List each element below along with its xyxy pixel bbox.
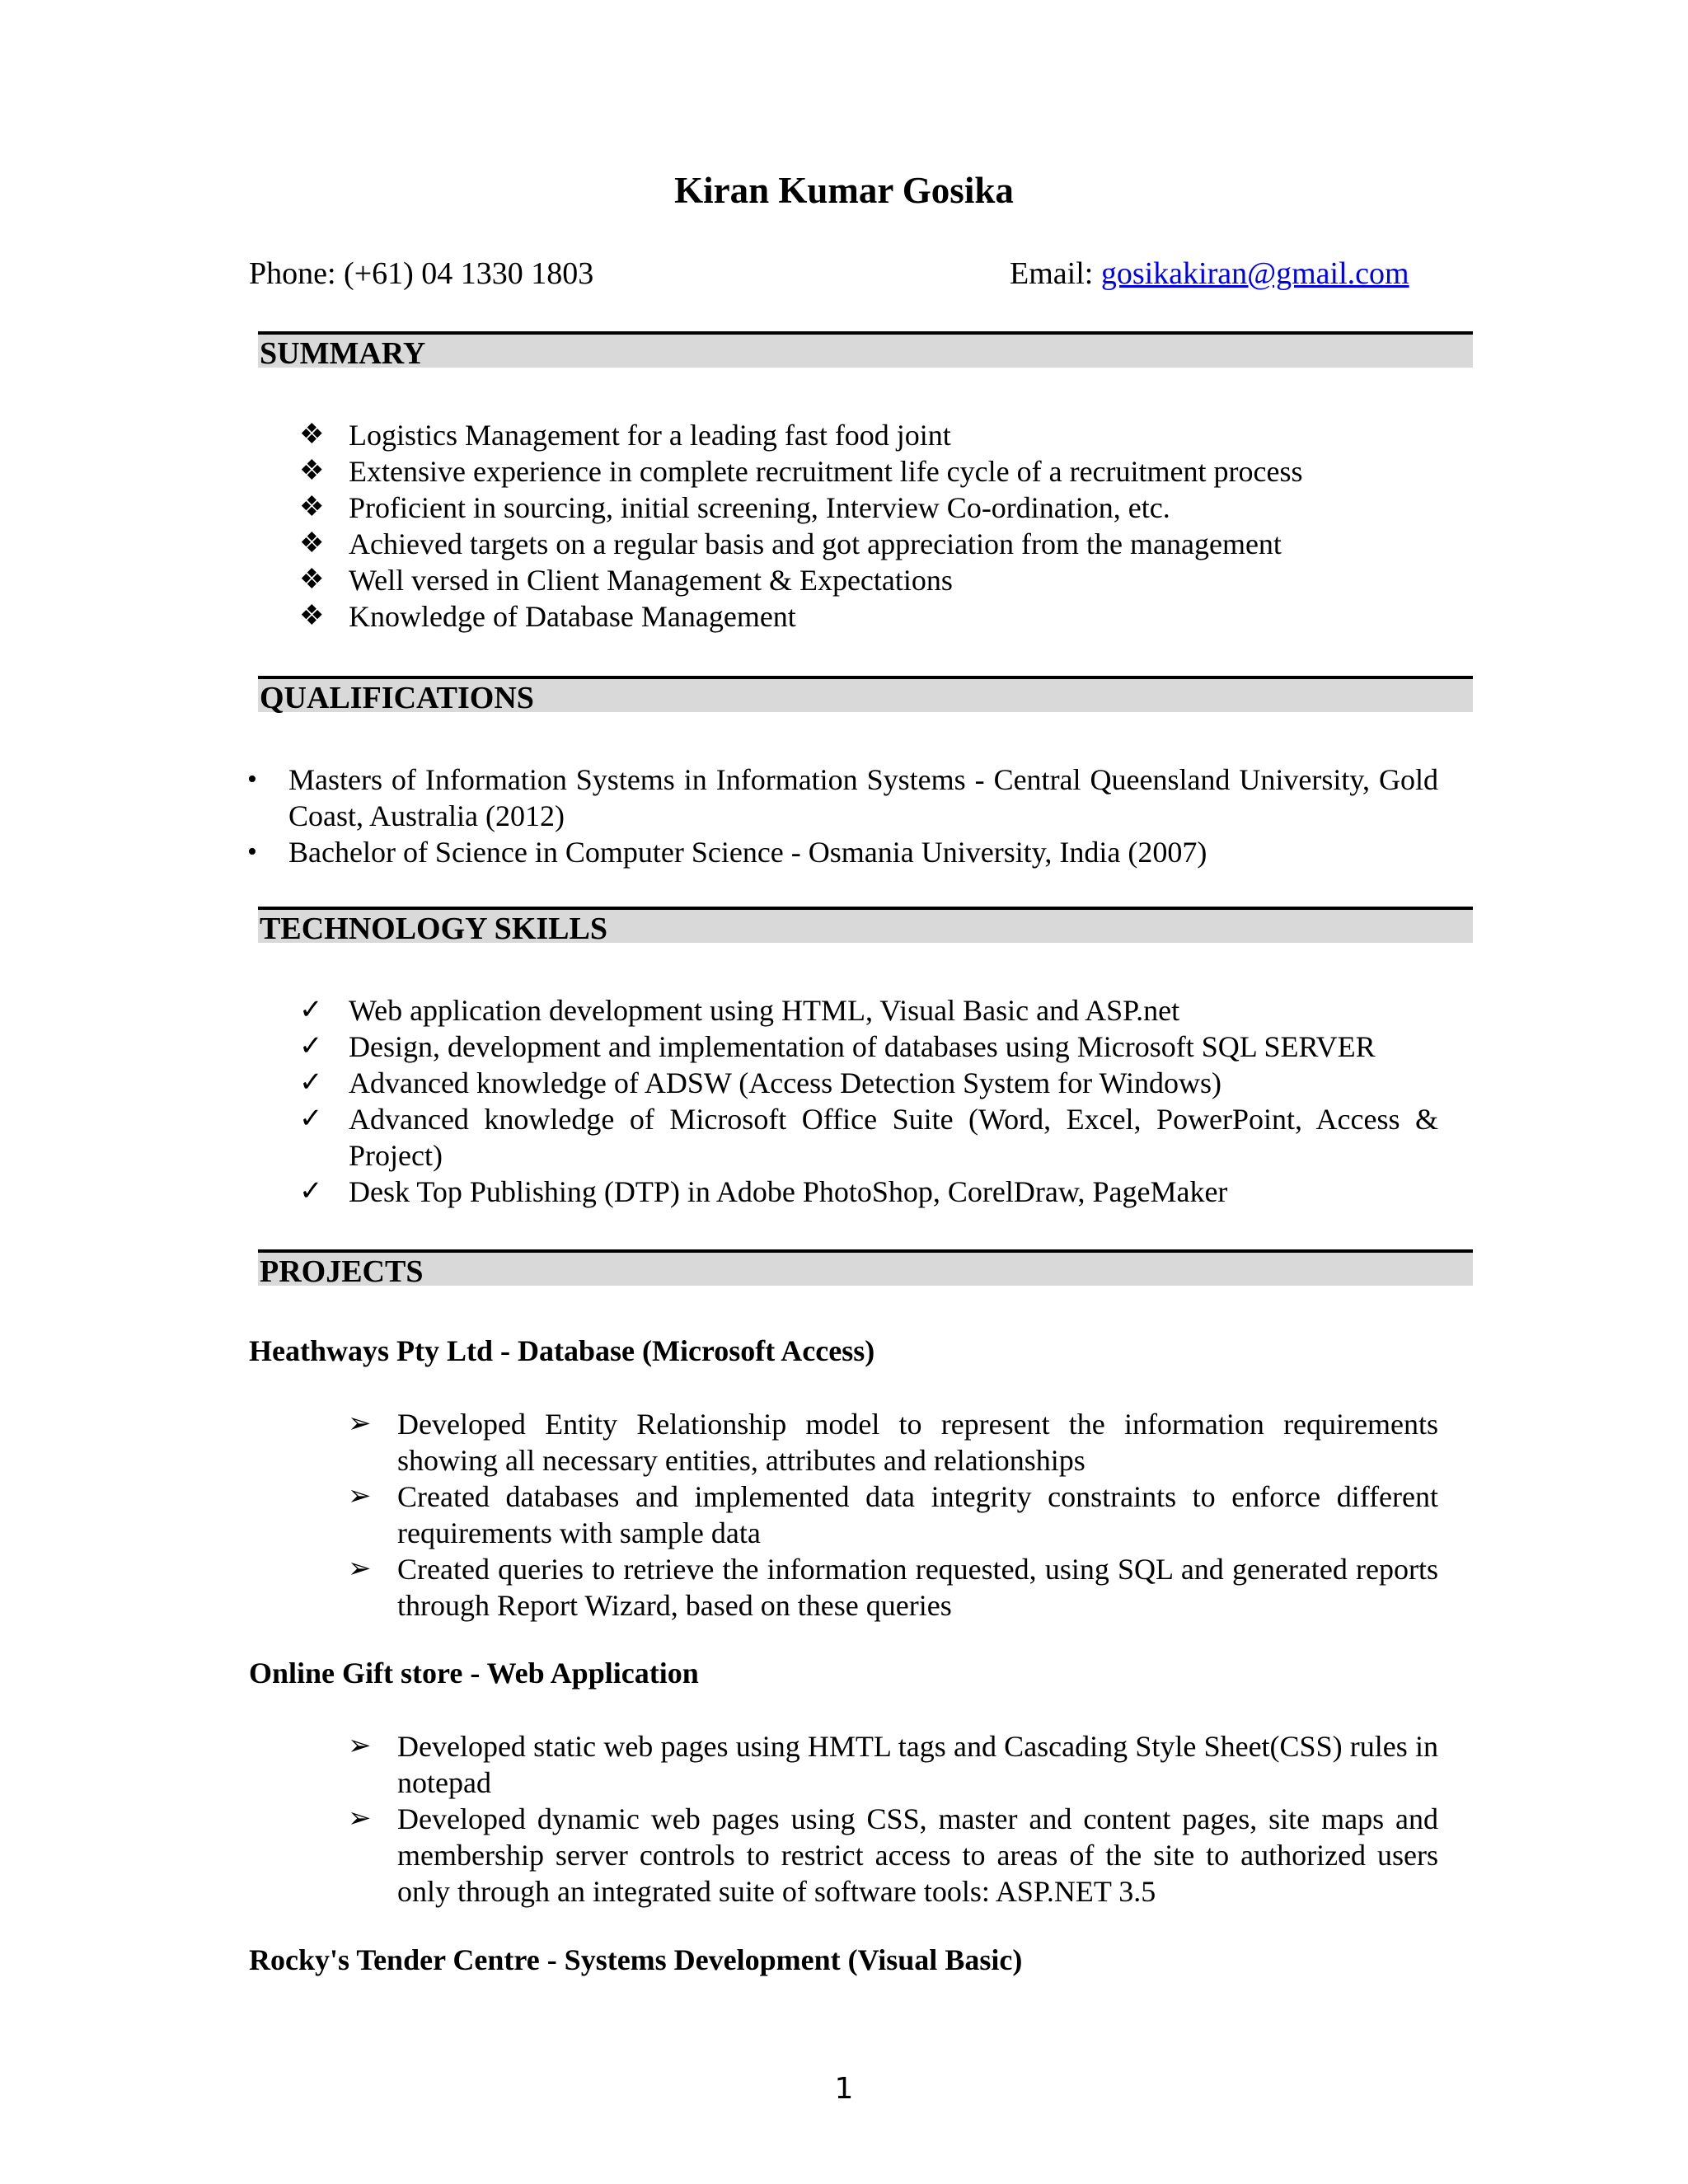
list-item: ❖ Extensive experience in complete recruitment life cycle of a recruitment process	[299, 455, 1303, 488]
arrow-bullet-icon: ➢	[348, 1481, 372, 1511]
diamond-bullet-icon: ❖	[299, 528, 325, 559]
email-line	[1010, 255, 1409, 292]
project-items-list	[348, 1406, 1438, 1624]
checkmark-icon: ✓	[299, 1104, 323, 1134]
diamond-bullet-icon: ❖	[299, 419, 325, 450]
arrow-bullet-icon: ➢	[348, 1408, 372, 1439]
dot-bullet-icon: •	[247, 764, 257, 794]
project-items-list	[348, 1728, 1438, 1910]
diamond-bullet-icon: ❖	[299, 565, 325, 595]
list-item: ✓ Advanced knowledge of Microsoft Office Suite (Word, Excel, PowerPoint, Access & Project)	[299, 1103, 1438, 1172]
summary-list	[299, 417, 1494, 635]
list-item: • Masters of Information Systems in Information Systems - Central Queensland University, Gold Coast, Australia (2012)	[247, 763, 1438, 832]
diamond-bullet-icon: ❖	[299, 492, 325, 523]
dot-bullet-icon: •	[247, 837, 257, 867]
checkmark-icon: ✓	[299, 995, 323, 1025]
email-link[interactable]: gosikakiran@gmail.com	[1100, 256, 1409, 291]
list-item: ➢ Developed dynamic web pages using CSS, master and content pages, site maps and membership server controls to restrict access to areas of the site to authorized users only through an integrated suite of software tools: ASP.NET 3.5	[348, 1802, 1438, 1908]
section-header-projects: PROJECTS	[258, 1249, 1473, 1286]
project-title: Heathways Pty Ltd - Database (Microsoft Access)	[249, 1334, 875, 1367]
list-item: ➢ Created databases and implemented data integrity constraints to enforce different requirements with sample data	[348, 1480, 1438, 1549]
list-item: ❖ Proficient in sourcing, initial screening, Interview Co-ordination, etc.	[299, 491, 1170, 524]
skills-list	[299, 992, 1438, 1210]
list-item: ➢ Created queries to retrieve the information requested, using SQL and generated reports through Report Wizard, based on these queries	[348, 1553, 1438, 1622]
list-item: ➢ Developed static web pages using HMTL tags and Cascading Style Sheet(CSS) rules in notepad	[348, 1730, 1438, 1799]
list-item: ✓ Web application development using HTML, Visual Basic and ASP.net	[299, 994, 1180, 1027]
list-item: ❖ Logistics Management for a leading fast food joint	[299, 419, 951, 452]
arrow-bullet-icon: ➢	[348, 1803, 372, 1834]
list-item: ❖ Achieved targets on a regular basis and got appreciation from the management	[299, 527, 1282, 560]
page-number: 1	[834, 2072, 854, 2106]
diamond-bullet-icon: ❖	[299, 456, 325, 486]
checkmark-icon: ✓	[299, 1067, 323, 1098]
project-title: Online Gift store - Web Application	[249, 1657, 699, 1690]
arrow-bullet-icon: ➢	[348, 1731, 372, 1761]
list-item: ✓ Advanced knowledge of ADSW (Access Detection System for Windows)	[299, 1066, 1221, 1099]
qualifications-list	[247, 762, 1438, 870]
email-label: Email:	[1010, 256, 1101, 291]
arrow-bullet-icon: ➢	[348, 1554, 372, 1584]
phone-number: Phone: (+61) 04 1330 1803	[249, 256, 594, 291]
section-header-qualifications: QUALIFICATIONS	[258, 676, 1473, 712]
list-item: ❖ Well versed in Client Management & Expectations	[299, 564, 953, 597]
list-item: ➢ Developed Entity Relationship model to represent the information requirements showing all necessary entities, attributes and relationships	[348, 1408, 1438, 1477]
project-title: Rocky's Tender Centre - Systems Development (Visual Basic)	[249, 1943, 1023, 1976]
diamond-bullet-icon: ❖	[299, 601, 325, 631]
list-item: ✓ Desk Top Publishing (DTP) in Adobe PhotoShop, CorelDraw, PageMaker	[299, 1175, 1228, 1208]
checkmark-icon: ✓	[299, 1176, 323, 1207]
list-item: ✓ Design, development and implementation of databases using Microsoft SQL SERVER	[299, 1030, 1376, 1063]
section-header-summary: SUMMARY	[258, 331, 1473, 368]
list-item: • Bachelor of Science in Computer Science - Osmania University, India (2007)	[247, 836, 1207, 869]
section-header-technology-skills: TECHNOLOGY SKILLS	[258, 907, 1473, 943]
list-item: ❖ Knowledge of Database Management	[299, 600, 796, 633]
resume-name: Kiran Kumar Gosika	[674, 170, 1014, 211]
checkmark-icon: ✓	[299, 1031, 323, 1062]
